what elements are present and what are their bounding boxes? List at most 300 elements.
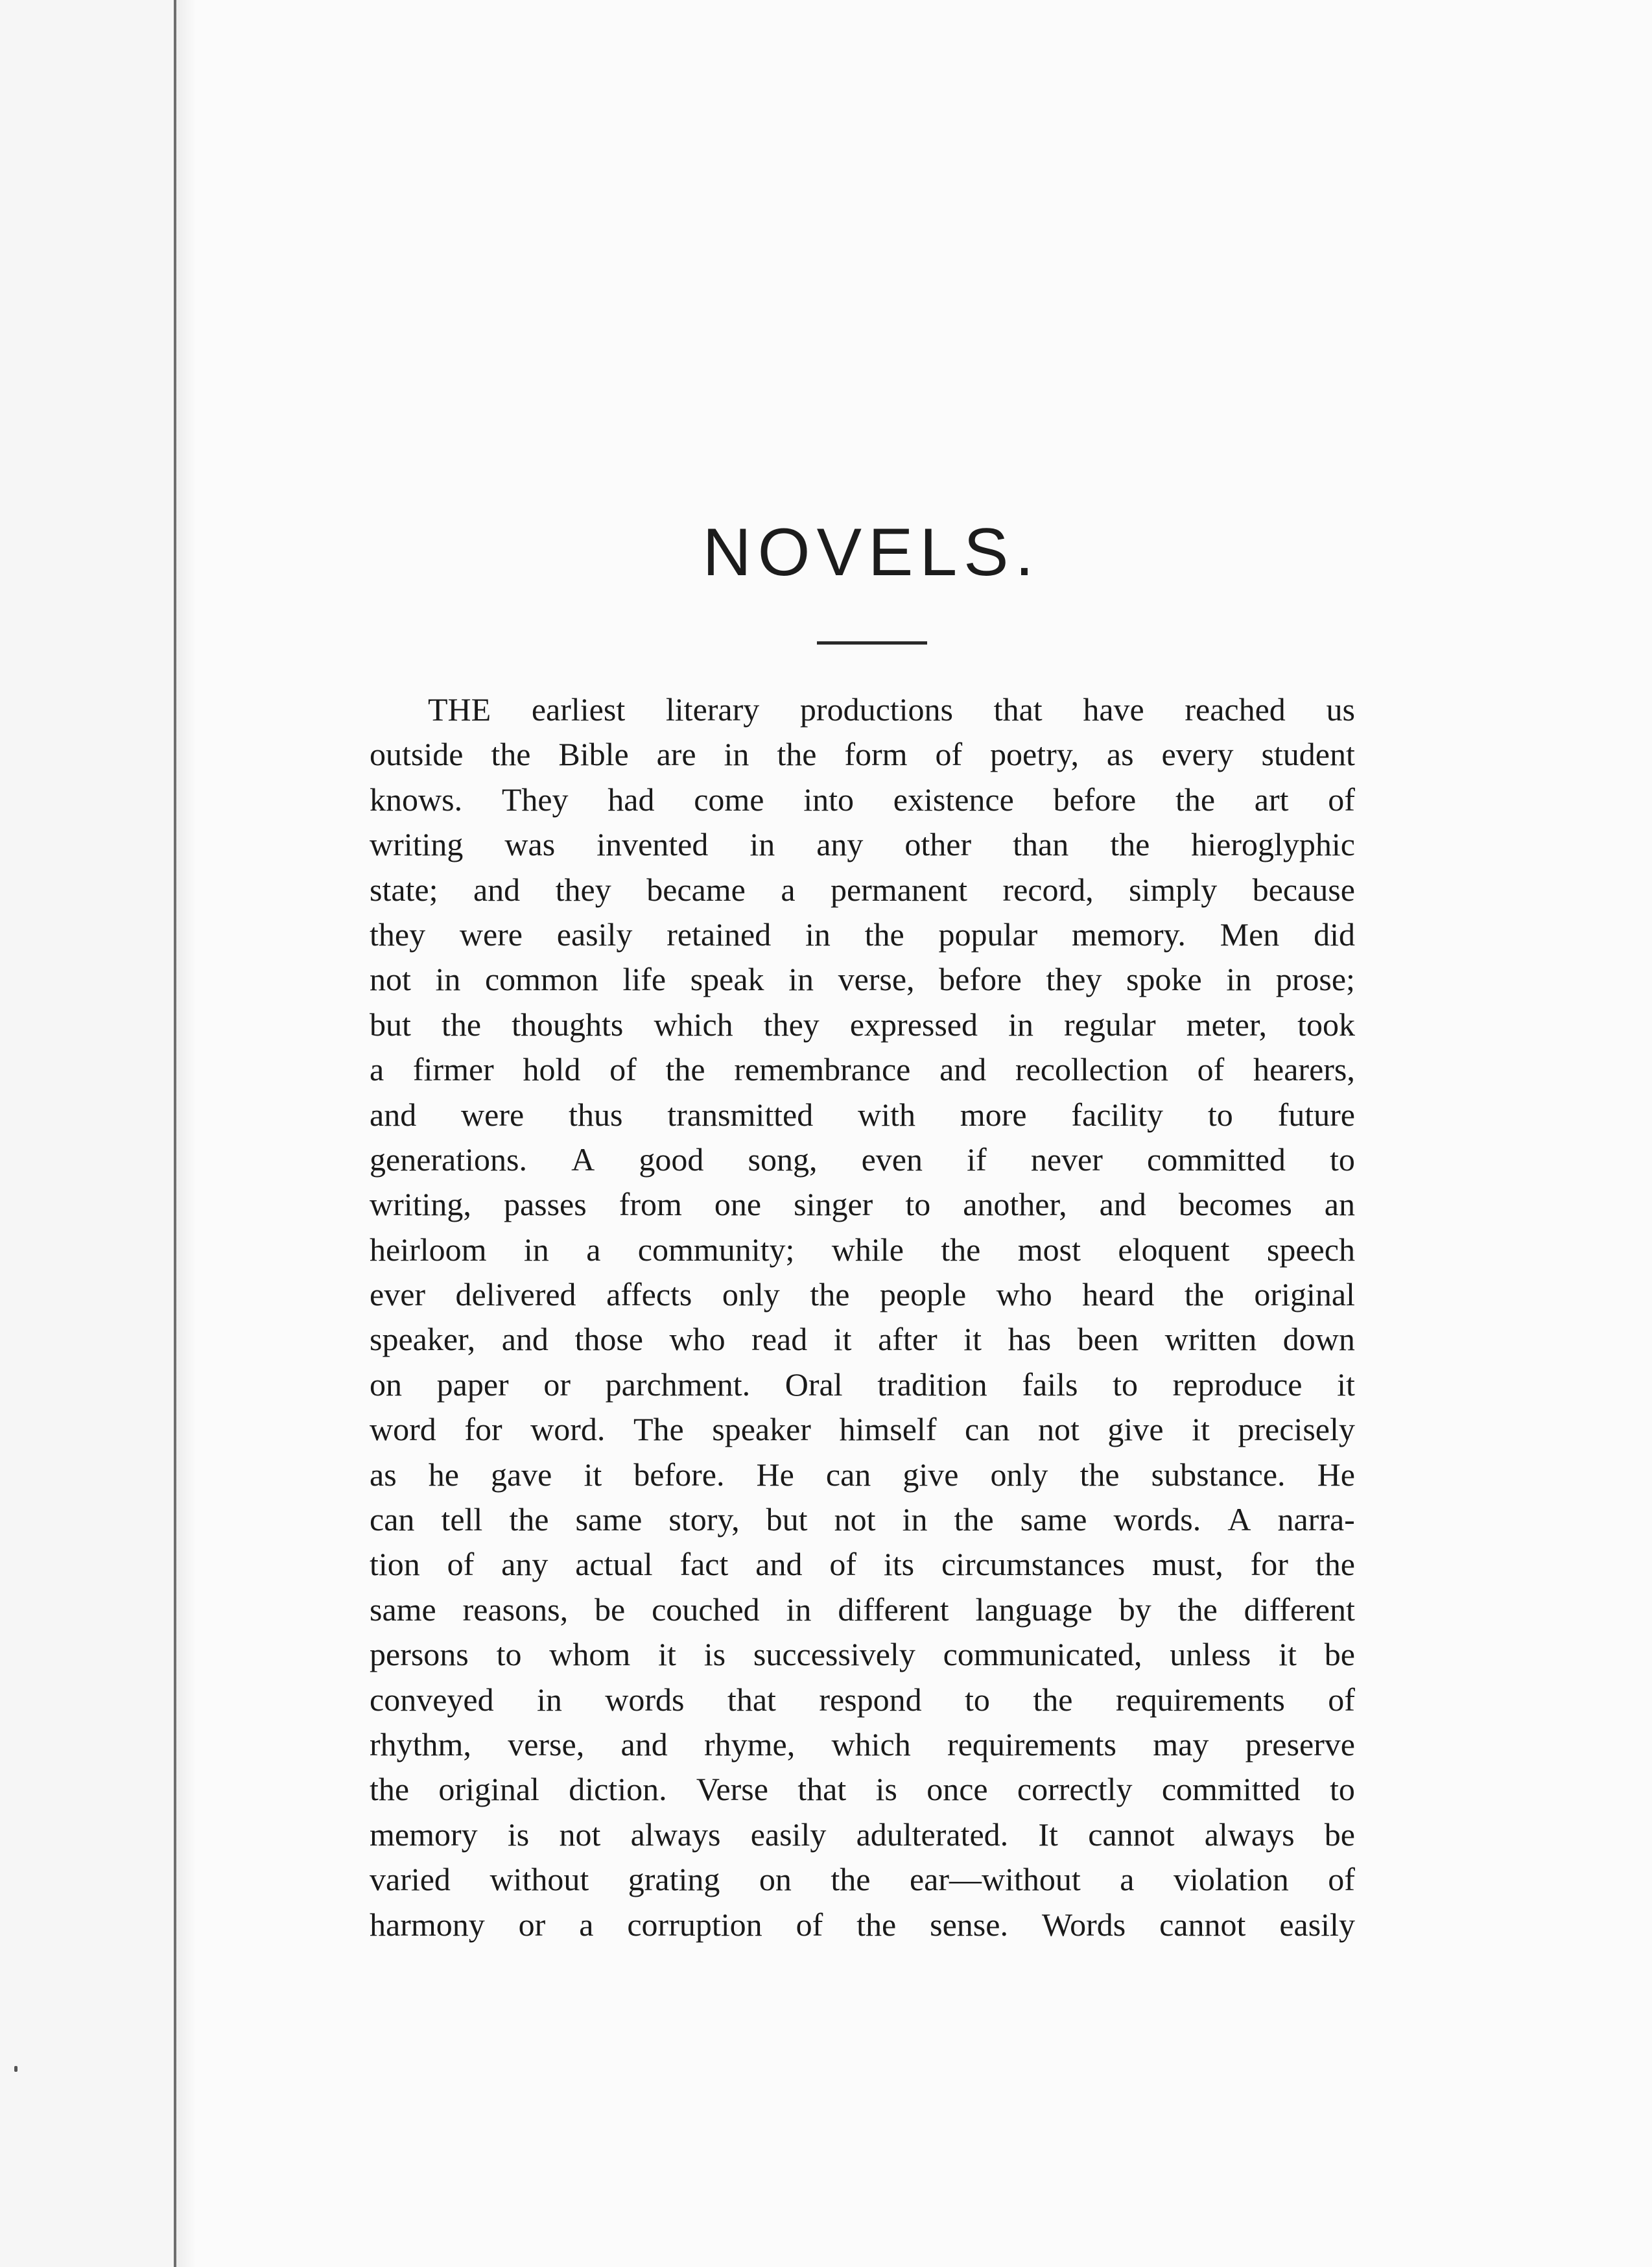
word: the [777, 736, 817, 773]
word: ever [370, 1276, 426, 1313]
word: the [665, 1051, 705, 1088]
word: language [975, 1591, 1092, 1628]
word: heard [1082, 1276, 1155, 1313]
text-line [370, 868, 1355, 912]
word: they [555, 871, 611, 908]
word: to [1207, 1096, 1233, 1133]
word: himself [839, 1411, 937, 1448]
word: in [1008, 1006, 1033, 1043]
word: hold [523, 1051, 581, 1088]
word: is [507, 1816, 530, 1853]
word: can [825, 1456, 871, 1493]
word: or [543, 1366, 571, 1403]
word: in [724, 736, 749, 773]
word: they [763, 1006, 820, 1043]
text-line [370, 1722, 1355, 1767]
word: the [509, 1501, 549, 1538]
word: rhyme, [703, 1726, 796, 1763]
word: same [370, 1591, 436, 1628]
word: easily [750, 1816, 827, 1853]
ink-speck [14, 2066, 18, 2072]
word: They [501, 781, 569, 818]
word: thoughts [512, 1006, 624, 1043]
word: before. [633, 1456, 725, 1493]
word: us [1326, 691, 1355, 728]
word: and [501, 1321, 549, 1358]
word: respond [819, 1681, 922, 1718]
word: art [1254, 781, 1289, 818]
word: the [864, 916, 904, 953]
word: of [935, 736, 963, 773]
word: in [902, 1501, 928, 1538]
word: of [447, 1546, 475, 1583]
word: rhythm, [370, 1726, 471, 1763]
word: in [435, 961, 461, 998]
word: be [1324, 1636, 1355, 1673]
text-line [370, 1542, 1355, 1587]
word: A [1227, 1501, 1251, 1538]
word: Oral [785, 1366, 843, 1403]
word: Men [1220, 916, 1280, 953]
word: is [875, 1771, 897, 1808]
word: and [939, 1051, 987, 1088]
word: grating [628, 1861, 720, 1898]
word: and [620, 1726, 668, 1763]
word: A [571, 1141, 595, 1178]
word: more [960, 1096, 1027, 1133]
text-line [370, 732, 1355, 777]
word: actual [575, 1546, 653, 1583]
word: verse, [508, 1726, 585, 1763]
word: He [1317, 1456, 1355, 1493]
title-rule [817, 641, 927, 645]
word: communicated, [943, 1636, 1142, 1673]
word: memory [370, 1816, 478, 1853]
word: original [438, 1771, 539, 1808]
word: not [834, 1501, 876, 1538]
word: the [491, 736, 531, 773]
word: in [788, 961, 814, 998]
text-line [370, 777, 1355, 822]
word: to [1330, 1141, 1355, 1178]
word: facility [1071, 1096, 1163, 1133]
word: writing [370, 826, 464, 863]
word: written [1164, 1321, 1257, 1358]
word: which [831, 1726, 911, 1763]
word: the [954, 1501, 994, 1538]
word: took [1297, 1006, 1355, 1043]
text-line [370, 1453, 1355, 1497]
word: song, [748, 1141, 818, 1178]
word: eloquent [1118, 1231, 1230, 1268]
word: in [536, 1681, 562, 1718]
word: the [1184, 1276, 1224, 1313]
word: it [1337, 1366, 1355, 1403]
body-text [370, 687, 1355, 1947]
word: to [1329, 1771, 1355, 1808]
word: a [586, 1231, 601, 1268]
word: only [990, 1456, 1048, 1493]
word: generations. [370, 1141, 527, 1178]
word: cannot [1088, 1816, 1175, 1853]
word: tell [441, 1501, 483, 1538]
word: have [1083, 691, 1144, 728]
word: of [1328, 1681, 1355, 1718]
word: without [490, 1861, 589, 1898]
word: parchment. [605, 1366, 751, 1403]
word: corruption [627, 1906, 762, 1943]
word: hearers, [1253, 1051, 1355, 1088]
word: even [861, 1141, 923, 1178]
word: heirloom [370, 1231, 487, 1268]
word: same [1020, 1501, 1087, 1538]
word: the [1110, 826, 1150, 863]
word: speech [1266, 1231, 1355, 1268]
word: in [523, 1231, 549, 1268]
word: different [838, 1591, 949, 1628]
word: tradition [877, 1366, 987, 1403]
word: can [965, 1411, 1010, 1448]
word: has [1008, 1321, 1052, 1358]
text-line [370, 1047, 1355, 1092]
word: prose; [1275, 961, 1355, 998]
word: read [751, 1321, 808, 1358]
word: into [803, 781, 855, 818]
word: Verse [696, 1771, 768, 1808]
word: form [844, 736, 908, 773]
word: the [370, 1771, 410, 1808]
word: had [608, 781, 655, 818]
word: the [1033, 1681, 1073, 1718]
word: knows. [370, 781, 463, 818]
word: outside [370, 736, 464, 773]
word: recollection [1015, 1051, 1168, 1088]
word: unless [1170, 1636, 1251, 1673]
word: in [786, 1591, 812, 1628]
word: been [1077, 1321, 1139, 1358]
text-line [370, 1228, 1355, 1272]
word: come [694, 781, 764, 818]
word: easily [556, 916, 633, 953]
word: they [1046, 961, 1102, 998]
word: ear—without [909, 1861, 1081, 1898]
word: before [939, 961, 1022, 998]
word: not [1037, 1411, 1080, 1448]
word: in [1226, 961, 1252, 998]
word: violation [1174, 1861, 1289, 1898]
word: regular [1064, 1006, 1156, 1043]
word: speak [690, 961, 764, 998]
word: the [856, 1906, 897, 1943]
word: it [963, 1321, 982, 1358]
word: it [1192, 1411, 1210, 1448]
word: same [575, 1501, 643, 1538]
word: by [1118, 1591, 1151, 1628]
word: community; [637, 1231, 795, 1268]
word: harmony [370, 1906, 485, 1943]
word: of [829, 1546, 856, 1583]
word: story, [668, 1501, 740, 1538]
word: of [796, 1906, 823, 1943]
word: becomes [1178, 1186, 1292, 1223]
text-line [370, 1903, 1355, 1947]
word: gave [490, 1456, 552, 1493]
text-line [370, 1137, 1355, 1182]
text-line [370, 1497, 1355, 1542]
word: in [749, 826, 775, 863]
word: he [428, 1456, 459, 1493]
chapter-title: NOVELS. [702, 515, 1041, 590]
word: another, [963, 1186, 1067, 1223]
word: give [1107, 1411, 1164, 1448]
word: most [1017, 1231, 1081, 1268]
text-line [370, 1362, 1355, 1407]
word: delivered [455, 1276, 576, 1313]
word: other [904, 826, 972, 863]
word: Bible [558, 736, 629, 773]
word: fails [1022, 1366, 1078, 1403]
word: verse, [838, 961, 915, 998]
word: but [766, 1501, 808, 1538]
word: spoke [1126, 961, 1202, 998]
word: on [759, 1861, 792, 1898]
word: the [1315, 1546, 1355, 1583]
word: a [370, 1051, 384, 1088]
word: substance. [1151, 1456, 1286, 1493]
word: than [1013, 826, 1069, 863]
word: word. [530, 1411, 606, 1448]
word: is [703, 1636, 726, 1673]
word: any [816, 826, 864, 863]
word: easily [1279, 1906, 1355, 1943]
word: memory. [1072, 916, 1186, 953]
word: passes [503, 1186, 587, 1223]
text-line [370, 1857, 1355, 1902]
word: the [1080, 1456, 1120, 1493]
word: couched [652, 1591, 760, 1628]
text-line [370, 687, 1355, 732]
word: after [878, 1321, 938, 1358]
word: student [1261, 736, 1355, 773]
word: with [858, 1096, 915, 1133]
word: words [605, 1681, 685, 1718]
word: as [370, 1456, 397, 1493]
word: requirements [1115, 1681, 1285, 1718]
word: once [926, 1771, 988, 1808]
word: good [639, 1141, 704, 1178]
word: He [756, 1456, 794, 1493]
word: life [622, 961, 667, 998]
word: be [594, 1591, 626, 1628]
word: and [755, 1546, 803, 1583]
word: of [609, 1051, 637, 1088]
word: those [574, 1321, 643, 1358]
word: literary [665, 691, 760, 728]
word: singer [794, 1186, 873, 1223]
word: productions [799, 691, 954, 728]
word: were [459, 916, 523, 953]
word: and [1099, 1186, 1146, 1223]
text-line [370, 1678, 1355, 1722]
word: be [1324, 1816, 1355, 1853]
word: expressed [849, 1006, 978, 1043]
word: sense. [930, 1906, 1008, 1943]
word: narra- [1277, 1501, 1355, 1538]
word: remembrance [734, 1051, 911, 1088]
word: popular [938, 916, 1038, 953]
word: the [1175, 781, 1216, 818]
facing-page [0, 0, 174, 2267]
word: are [656, 736, 696, 773]
word: whom [549, 1636, 631, 1673]
word: because [1252, 871, 1355, 908]
word: of [1328, 1861, 1355, 1898]
word: hieroglyphic [1191, 826, 1355, 863]
word: cannot [1159, 1906, 1246, 1943]
word: to [1113, 1366, 1138, 1403]
word: as [1106, 736, 1134, 773]
word: conveyed [370, 1681, 494, 1718]
word: future [1277, 1096, 1355, 1133]
word: poetry, [990, 736, 1080, 773]
word: was [504, 826, 556, 863]
word: writing, [370, 1186, 471, 1223]
word: and [370, 1096, 417, 1133]
word: diction. [569, 1771, 667, 1808]
word: a [1120, 1861, 1135, 1898]
word: an [1324, 1186, 1355, 1223]
word: requirements [947, 1726, 1116, 1763]
word: varied [370, 1861, 451, 1898]
word: the [831, 1861, 871, 1898]
word: to [965, 1681, 990, 1718]
word: successively [753, 1636, 915, 1673]
text-line [370, 1587, 1355, 1632]
word: and [473, 871, 521, 908]
word: permanent [830, 871, 967, 908]
word: reasons, [462, 1591, 569, 1628]
word: from [619, 1186, 682, 1223]
word: were [461, 1096, 525, 1133]
word: can [370, 1501, 415, 1538]
word: they [370, 916, 426, 953]
word: It [1038, 1816, 1058, 1853]
word: committed [1147, 1141, 1286, 1178]
word: it [833, 1321, 852, 1358]
word: reached [1185, 691, 1286, 728]
word: speaker [712, 1411, 811, 1448]
word: precisely [1238, 1411, 1355, 1448]
word: of [1328, 781, 1355, 818]
word: who [669, 1321, 726, 1358]
chapter-heading [0, 515, 1652, 590]
word: which [654, 1006, 733, 1043]
word: to [496, 1636, 522, 1673]
word: thus [569, 1096, 623, 1133]
word: if [967, 1141, 987, 1178]
word: before [1053, 781, 1137, 818]
word: retained [667, 916, 772, 953]
word: Words [1041, 1906, 1126, 1943]
text-line [370, 1632, 1355, 1677]
word: the [810, 1276, 850, 1313]
text-line [370, 1812, 1355, 1857]
word: firmer [412, 1051, 494, 1088]
word: or [518, 1906, 546, 1943]
word: one [714, 1186, 762, 1223]
word: any [501, 1546, 549, 1583]
text-line [370, 1093, 1355, 1137]
word: down [1282, 1321, 1355, 1358]
word: state; [370, 871, 438, 908]
word: the [441, 1006, 482, 1043]
word: different [1244, 1591, 1355, 1628]
word: on [370, 1366, 402, 1403]
word: speaker, [370, 1321, 476, 1358]
word: became [646, 871, 746, 908]
word: paper [436, 1366, 509, 1403]
word: affects [606, 1276, 692, 1313]
word: correctly [1017, 1771, 1133, 1808]
word: word [370, 1411, 436, 1448]
word: the [1177, 1591, 1218, 1628]
word: for [1250, 1546, 1288, 1583]
word: words. [1113, 1501, 1201, 1538]
text-line [370, 912, 1355, 957]
word: never [1030, 1141, 1103, 1178]
text-line [370, 1182, 1355, 1227]
word: always [630, 1816, 721, 1853]
word: The [633, 1411, 684, 1448]
word: transmitted [667, 1096, 814, 1133]
word: tion [370, 1546, 420, 1583]
word: THE [428, 691, 491, 728]
page-edge-shadow [176, 0, 196, 2267]
word: the [941, 1231, 981, 1268]
word: a [781, 871, 796, 908]
word: that [797, 1771, 847, 1808]
word: people [879, 1276, 967, 1313]
word: for [464, 1411, 502, 1448]
word: not [370, 961, 411, 998]
word: to [905, 1186, 931, 1223]
word: it [658, 1636, 676, 1673]
word: reproduce [1172, 1366, 1303, 1403]
word: earliest [531, 691, 626, 728]
word: it [1279, 1636, 1297, 1673]
text-line [370, 822, 1355, 867]
text-line [370, 1003, 1355, 1047]
word: may [1153, 1726, 1209, 1763]
word: meter, [1186, 1006, 1268, 1043]
word: invented [596, 826, 709, 863]
word: while [831, 1231, 904, 1268]
word: adulterated. [856, 1816, 1009, 1853]
word: existence [893, 781, 1014, 818]
word: committed [1161, 1771, 1301, 1808]
word: but [370, 1006, 411, 1043]
word: preserve [1245, 1726, 1355, 1763]
text-line [370, 1272, 1355, 1317]
word: common [484, 961, 598, 998]
word: did [1314, 916, 1355, 953]
word: always [1204, 1816, 1295, 1853]
word: record, [1002, 871, 1094, 908]
word: a [579, 1906, 594, 1943]
word: its [883, 1546, 915, 1583]
text-line [370, 1407, 1355, 1452]
word: not [559, 1816, 601, 1853]
